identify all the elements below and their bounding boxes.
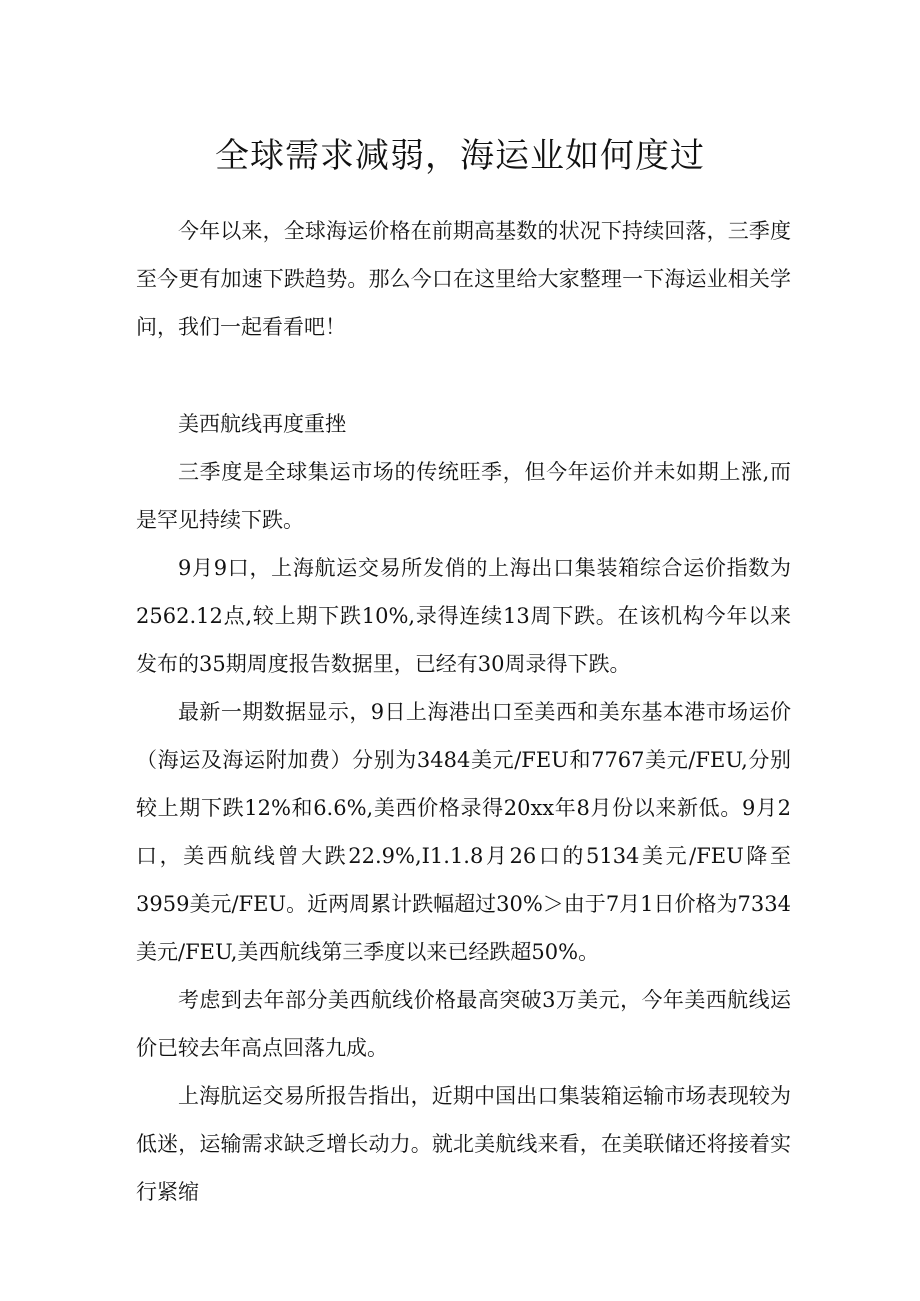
paragraph-latest-data: 最新一期数据显示，9日上海港出口至美西和美东基本港市场运价（海运及海运附加费）分别为3484美元/FEU和7767美元/FEU,分别较上期下跌12%和6.6%,美西价格录得20xx年8月份以来新低。9月2口，美西航线曾大跌22.9%,I1.1.8月26口的5134美元/FEU降至3959美元/FEU。近两周累计跌幅超过30%＞由于7月1日价格为7334美元/FEU,美西航线第三季度以来已经跌超50%。 [136, 700, 791, 964]
document-title: 全球需求减弱，海运业如何度过 [215, 136, 705, 176]
paragraph-market-report: 上海肮运交易所报告指出，近期中国出口集装箱运输市场表现较为低迷，运输需求缺乏增长动力。就北美航线来看，在美联储还将接着实行紧缩 [136, 1084, 791, 1204]
intro-paragraph: 今年以来，全球海运价格在前期高基数的状况下持续回落，三季度至今更有加速下跌趋势。那么今口在这里给大家整理一下海运业相关学问，我们一起看看吧！ [136, 219, 791, 339]
paragraph-last-year-comparison: 考虑到去年部分美西航线价格最高突破3万美元，今年美西航线运价已较去年高点回落九成。 [136, 988, 791, 1060]
paragraph-freight-index: 9月9口，上海航运交易所发俏的上海出口集装箱综合运价指数为2562.12点,较上期下跌10%,录得连续13周下跌。在该机构今年以来发布的35期周度报告数据里，已经有30周录得下跌。 [136, 556, 791, 676]
section-heading: 美西航线再度重挫 [178, 412, 346, 436]
paragraph-peak-season: 三季度是全球集运市场的传统旺季，但今年运价并未如期上涨,而是罕见持续下跌。 [136, 460, 791, 532]
